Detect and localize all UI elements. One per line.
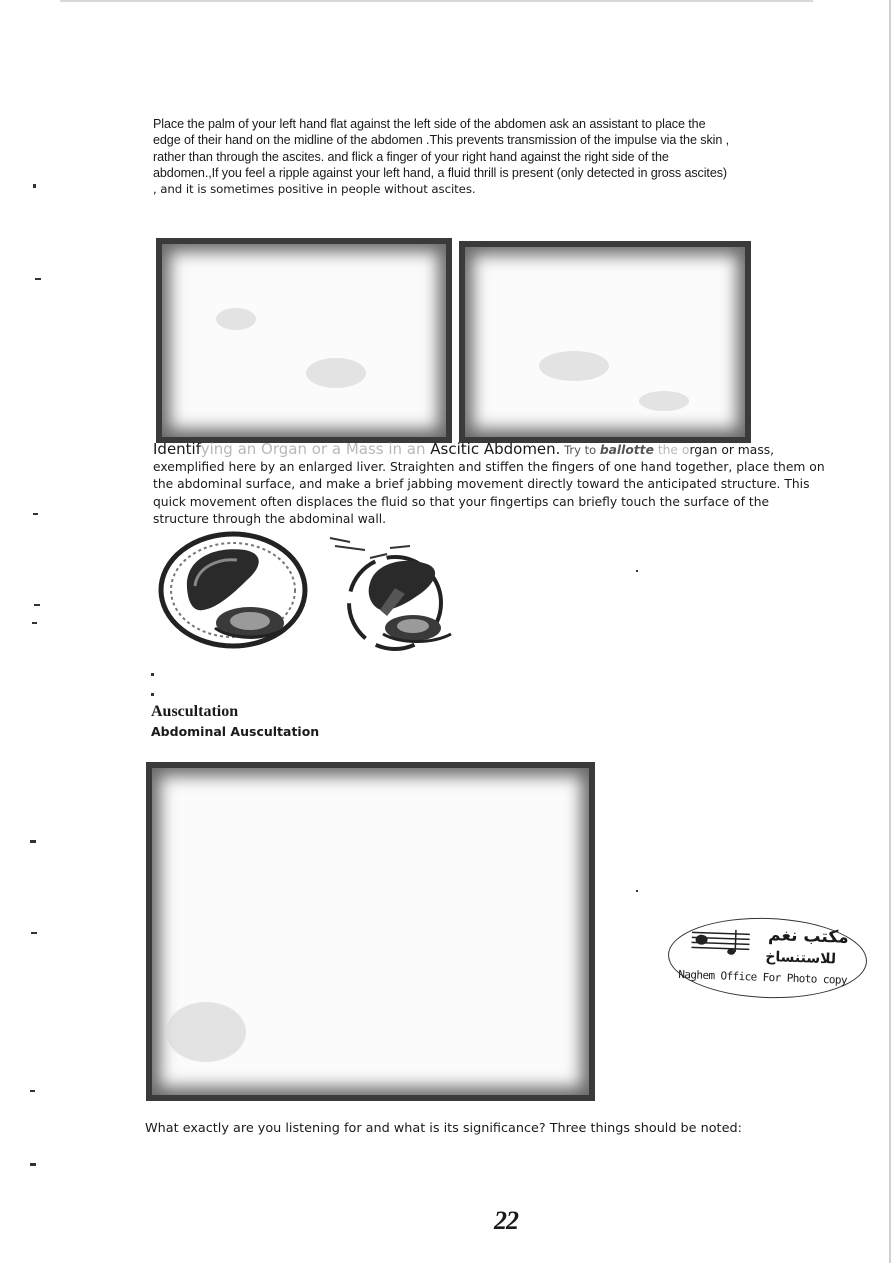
photo-speck: [539, 351, 609, 381]
scan-edge-right: [889, 0, 891, 1263]
para2-heading-start: Identif: [153, 440, 201, 458]
photo-speck: [166, 1002, 246, 1062]
illustration-right-circle: [330, 538, 451, 649]
scan-artifact: [636, 890, 638, 892]
auscultation-heading: Auscultation: [151, 703, 239, 720]
scan-artifact: [31, 932, 37, 934]
listening-question: What exactly are you listening for and what is its significance? Three things should be noted:: [145, 1121, 742, 1136]
photo-fluid-thrill-right: [459, 241, 751, 443]
scan-artifact: [35, 278, 41, 280]
illustration-left-circle: [161, 534, 305, 646]
para1-line-2: edge of their hand on the midline of the abdomen .This prevents transmission of the impulse via the skin ,: [153, 133, 730, 148]
photo-fluid-thrill-left: [156, 238, 452, 443]
scan-artifact: [33, 513, 38, 515]
scan-artifact: [30, 1090, 35, 1092]
para2-faint-the: the o: [653, 443, 690, 457]
bullet-dot: [151, 693, 154, 696]
scan-artifact: [30, 1163, 36, 1166]
music-staff-icon: [691, 924, 752, 960]
photocopy-office-stamp: [667, 915, 869, 1002]
scan-artifact: [32, 622, 37, 624]
stamp-arabic-line-2: للاستنساخ: [765, 948, 837, 968]
page-number: 22: [494, 1206, 518, 1235]
para2-body: rgan or mass, exemplified here by an enlarged liver. Straighten and stiffen the fingers of one hand together, place them on the abdominal surface, and make a brief jabbing movement directly toward the anticipated structure. This quick movement often displaces the fluid so that your fingertips can briefly touch the surface of the structure through the abdominal wall.: [153, 443, 825, 526]
scan-artifact: [33, 184, 36, 188]
bullet-dot: [151, 673, 154, 676]
para1-tail: , and it is sometimes positive in people without ascites.: [153, 182, 476, 197]
abdominal-auscultation-subheading: Abdominal Auscultation: [151, 724, 320, 739]
para1-line-1: Place the palm of your left hand flat against the left side of the abdomen ask an assistant to place the: [153, 117, 706, 131]
scan-artifact: [30, 840, 36, 843]
ballotte-paragraph: [153, 441, 828, 528]
para2-italic-word: ballotte: [599, 443, 654, 457]
photo-speck: [306, 358, 366, 388]
stamp-arabic-line-1: مكتب نغم: [767, 925, 850, 948]
para1-line-4: abdomen.,If you feel a ripple against your left hand, a fluid thrill is present (only detected in gross ascites): [153, 165, 728, 180]
para1-line-3: rather than through the ascites. and flick a finger of your right hand against the right side of the: [153, 149, 669, 164]
photo-speck: [639, 391, 689, 411]
para2-heading-end: Ascitic Abdomen.: [425, 440, 561, 458]
fluid-thrill-paragraph: [153, 116, 843, 197]
photo-speck: [216, 308, 256, 330]
scan-artifact: [34, 604, 40, 606]
para2-lead: Try to: [560, 443, 600, 457]
photo-abdominal-auscultation: [146, 762, 595, 1101]
liver-ballottement-illustration: [155, 528, 465, 653]
para2-heading-faint: ying an Organ or a Mass in an: [200, 440, 426, 458]
scan-artifact: [636, 570, 638, 572]
scan-edge-top: [60, 0, 813, 2]
stamp-english-text: Naghem Office For Photo copy: [678, 967, 848, 987]
